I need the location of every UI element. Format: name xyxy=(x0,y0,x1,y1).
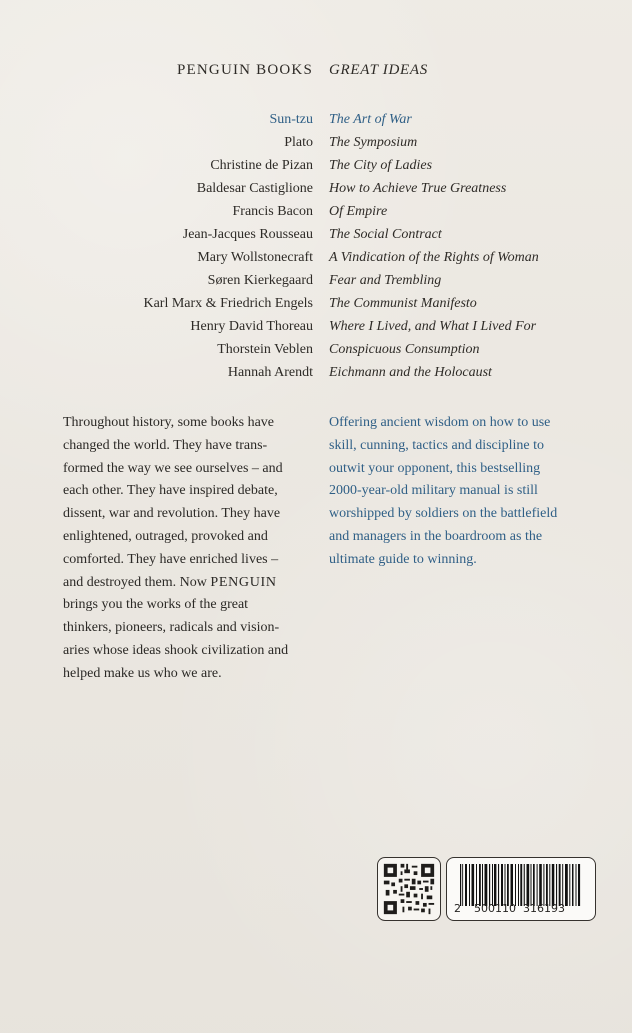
author-name: Mary Wollstonecraft xyxy=(197,250,313,265)
book-title: The Social Contract xyxy=(329,227,442,242)
book-title: Where I Lived, and What I Lived For xyxy=(329,319,537,334)
barcode-graphic xyxy=(459,864,583,906)
book-title: The Art of War xyxy=(329,112,412,127)
barcode-digit-group: 316193 xyxy=(523,902,565,915)
book-description xyxy=(329,412,578,572)
author-name: Baldesar Castiglione xyxy=(196,181,313,196)
series-description-line: and destroyed them. Now xyxy=(63,574,207,590)
barcode-digit-group: 500110 xyxy=(474,902,516,915)
book-title: The Communist Manifesto xyxy=(329,296,477,311)
book-title: Conspicuous Consumption xyxy=(329,342,480,357)
barcode-icon xyxy=(446,857,596,921)
series-description-line: comforted. They have enriched lives – xyxy=(63,551,279,567)
series-description-line: changed the world. They have trans- xyxy=(63,437,268,453)
book-title: Eichmann and the Holocaust xyxy=(329,365,492,380)
book-title: How to Achieve True Greatness xyxy=(329,181,507,196)
title-list-item xyxy=(0,271,632,294)
book-title: A Vindication of the Rights of Woman xyxy=(329,250,539,265)
book-description-line: ultimate guide to winning. xyxy=(329,551,477,567)
series-description-line: dissent, war and revolution. They have xyxy=(63,506,281,522)
title-list-item xyxy=(0,317,632,340)
author-name: Søren Kierkegaard xyxy=(207,273,313,288)
book-description-line: 2000-year-old military manual is still xyxy=(329,483,538,499)
author-name: Francis Bacon xyxy=(232,204,313,219)
author-name: Thorstein Veblen xyxy=(217,342,313,357)
series-description-line: each other. They have inspired debate, xyxy=(63,483,278,499)
book-title: Fear and Trembling xyxy=(329,273,442,288)
series-description-line: enlightened, outraged, provoked and xyxy=(63,528,268,544)
title-list xyxy=(0,110,632,386)
book-description-line: Offering ancient wisdom on how to use xyxy=(329,415,551,430)
book-title: The Symposium xyxy=(329,135,418,150)
qr-code-icon xyxy=(377,857,441,921)
title-list-item xyxy=(0,363,632,386)
title-list-item xyxy=(0,340,632,363)
book-description-line: worshipped by soldiers on the battlefield xyxy=(329,506,558,522)
title-list-item xyxy=(0,179,632,202)
author-name: Plato xyxy=(284,135,313,150)
barcode-digit-prefix: 2 xyxy=(454,902,461,915)
title-list-item xyxy=(0,110,632,133)
title-list-item xyxy=(0,202,632,225)
series-description-line: helped make us who we are. xyxy=(63,665,222,681)
book-description-line: outwit your opponent, this bestselling xyxy=(329,460,541,476)
series-title: GREAT IDEAS xyxy=(329,62,428,78)
book-title: Of Empire xyxy=(329,204,388,219)
book-title: The City of Ladies xyxy=(329,158,433,173)
title-list-item xyxy=(0,248,632,271)
author-name: Jean-Jacques Rousseau xyxy=(182,227,313,242)
series-description xyxy=(63,412,312,686)
author-name: Sun-tzu xyxy=(269,112,313,127)
author-name: Hannah Arendt xyxy=(227,365,313,380)
series-description-line: formed the way we see ourselves – and xyxy=(63,460,283,476)
book-description-line: and managers in the boardroom as the xyxy=(329,528,543,544)
title-list-item xyxy=(0,225,632,248)
series-description-line: brings you the works of the great xyxy=(63,597,249,613)
author-name: Henry David Thoreau xyxy=(190,319,313,334)
series-description-line: aries whose ideas shook civilization and xyxy=(63,642,289,658)
title-list-item xyxy=(0,294,632,317)
author-name: Karl Marx & Friedrich Engels xyxy=(143,296,313,311)
title-list-item xyxy=(0,133,632,156)
series-header xyxy=(0,62,632,86)
qr-code-graphic xyxy=(382,862,436,916)
author-name: Christine de Pizan xyxy=(210,158,313,173)
series-description-line: Throughout history, some books have xyxy=(63,415,275,430)
series-description-line: thinkers, pioneers, radicals and vision- xyxy=(63,620,280,636)
publisher-heading: PENGUIN BOOKS xyxy=(176,62,313,78)
codes-area xyxy=(377,857,596,923)
book-description-line: skill, cunning, tactics and discipline to xyxy=(329,437,545,453)
publisher-brand: PENGUIN xyxy=(210,574,277,590)
title-list-item xyxy=(0,156,632,179)
